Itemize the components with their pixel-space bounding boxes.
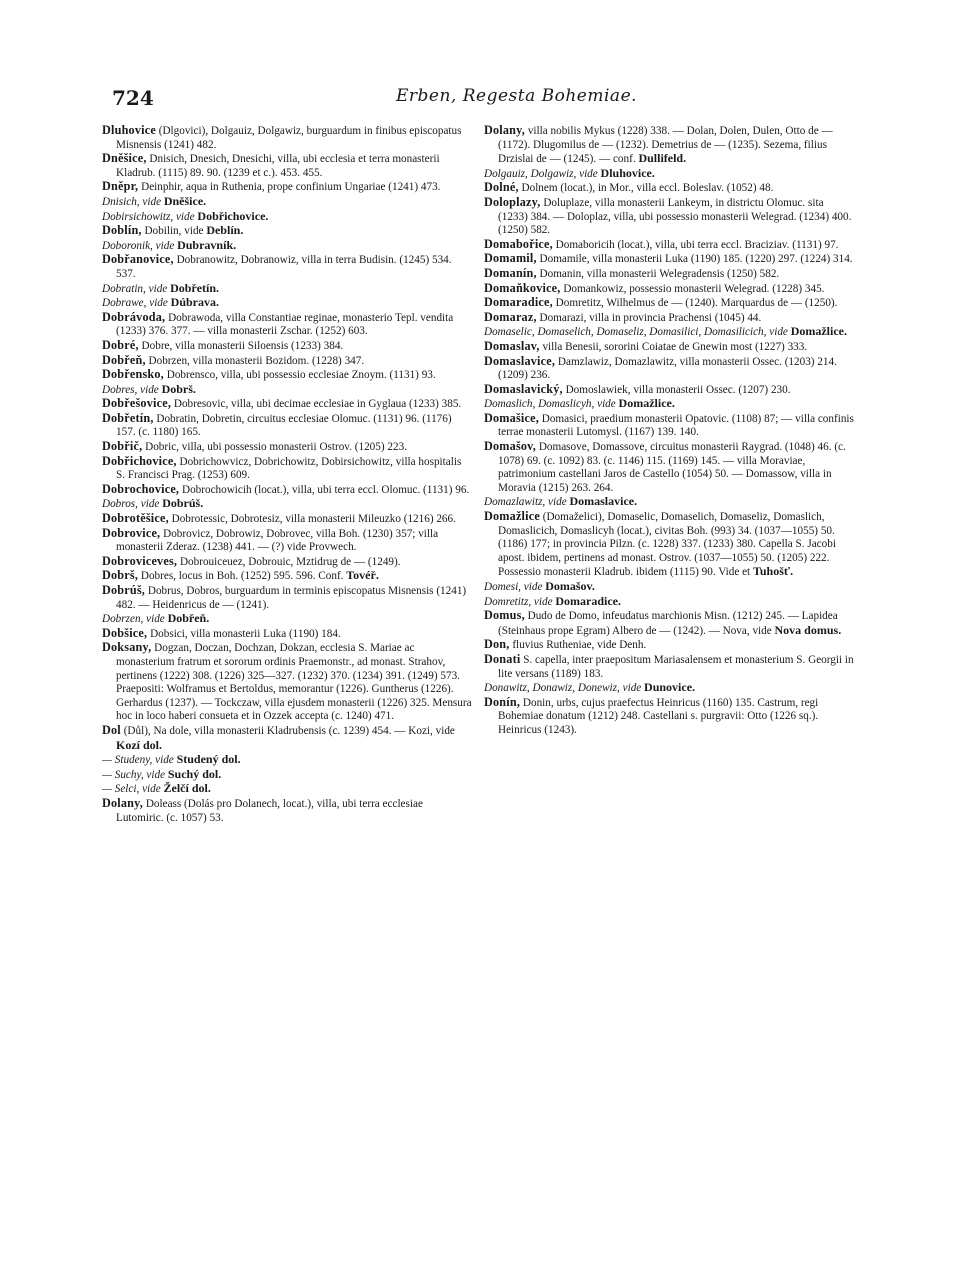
entry-text: villa Benesii, sororini Coiatae de Gnewin most (1227) 333. bbox=[542, 340, 808, 353]
index-entry bbox=[484, 412, 854, 440]
index-entry bbox=[102, 383, 472, 398]
index-entry bbox=[484, 325, 854, 340]
entry-headword: Domaslavický, bbox=[484, 381, 563, 396]
index-entry bbox=[484, 681, 854, 696]
index-entry bbox=[484, 252, 854, 267]
index-entry bbox=[102, 354, 472, 369]
entry-text: Dobrichowvicz, Dobrichowitz, Dobirsichowitz, villa hospitalis S. Francisci Prag. (1253) 609. bbox=[116, 455, 462, 482]
entry-text: Dobirsichowitz, vide bbox=[102, 210, 195, 223]
entry-text: Dobres, locus in Boh. (1252) 595. 596. Conf. bbox=[140, 570, 344, 583]
entry-text: Dobric, villa, ubi possessio monasterii Ostrov. (1205) 223. bbox=[145, 441, 407, 454]
entry-text: Dogzan, Doczan, Dochzan, Dokzan, ecclesia S. Mariae ac monasterium fratrum et sororum ordinis Praemonstr., ad monast. Strahov, pertinens (1222) 308. (1226) 325—327. (1232) 370. (1234) 391. (1249) 573. Praepositi: Wolframus et Bertoldus, memorantur (1226). Guntherus (1226). Gerhardus (1237). — Tockczaw, villa ejusdem monasterii (1226) 325. Mensura hoc in loco haberi consueta et in Ozzek accepta (c. 1240) 471. bbox=[116, 642, 472, 723]
entry-headword: Dobřanovice, bbox=[102, 252, 174, 267]
index-entry bbox=[102, 497, 472, 512]
index-entry bbox=[484, 609, 854, 638]
index-entry bbox=[484, 355, 854, 383]
page-number: 724 bbox=[112, 86, 154, 110]
entry-headword: Domaradice, bbox=[484, 295, 553, 310]
entry-cross-reference: Želčí dol. bbox=[163, 781, 211, 796]
entry-text: Dobratin, vide bbox=[102, 282, 168, 295]
entry-cross-reference: Dluhovice. bbox=[600, 165, 655, 180]
index-entry bbox=[102, 180, 472, 195]
index-entry bbox=[484, 181, 854, 196]
entry-text: — Selci, vide bbox=[102, 783, 161, 796]
index-entry bbox=[102, 641, 472, 724]
entry-headword: Domašov, bbox=[484, 439, 537, 454]
index-entry bbox=[102, 527, 472, 555]
index-entry bbox=[102, 195, 472, 210]
index-entry bbox=[484, 167, 854, 182]
entry-headword: Dobřeň, bbox=[102, 352, 146, 367]
index-entry bbox=[484, 696, 854, 738]
running-title: Erben, Regesta Bohemiae. bbox=[396, 86, 638, 106]
entry-headword: Dobroviceves, bbox=[102, 553, 178, 568]
index-entry bbox=[102, 724, 472, 753]
entry-headword: Dobřešovice, bbox=[102, 396, 172, 411]
entry-cross-reference: Dněšice. bbox=[163, 193, 207, 208]
entry-text: Dobre, villa monasterii Siloensis (1233) 384. bbox=[141, 339, 344, 352]
index-entry bbox=[484, 267, 854, 282]
entry-cross-reference: Domaslavice. bbox=[569, 494, 638, 509]
entry-text: villa nobilis Mykus (1228) 338. — Dolan, Dolen, Dulen, Otto de — (1172). Dlugomilus de — (1232). Demetrius de — (1235). Sezema, filius Drzislai de — (1245). — conf. bbox=[498, 125, 833, 166]
entry-text: Dobrawoda, villa Constantiae reginae, monasterio Tepl. vendita (1233) 376. 377. — villa monasterii Zschar. (1252) 603. bbox=[116, 311, 454, 338]
index-entry bbox=[102, 512, 472, 527]
index-entry bbox=[484, 495, 854, 510]
index-entry bbox=[102, 224, 472, 239]
entry-cross-reference: Domaradice. bbox=[555, 593, 622, 608]
index-entry bbox=[484, 124, 854, 167]
entry-text: S. capella, inter praepositum Mariasalensem et monasterium S. Georgii in lite versans (1189) 183. bbox=[498, 653, 854, 680]
entry-text: Domarazi, villa in provincia Prachensi (1045) 44. bbox=[539, 311, 762, 324]
entry-cross-reference: Suchý dol. bbox=[167, 766, 222, 781]
entry-headword: Domaslav, bbox=[484, 338, 540, 353]
entry-text: (Dlgovici), Dolgauiz, Dolgawiz, burguardum in finibus episcopatus Misnensis (1241) 482. bbox=[116, 125, 462, 151]
entry-headword: Dobré, bbox=[102, 337, 139, 352]
index-entry bbox=[484, 580, 854, 595]
entry-cross-reference: Nova domus. bbox=[774, 622, 842, 637]
entry-cross-reference: Tovéř. bbox=[346, 568, 379, 583]
entry-headword: Doblín, bbox=[102, 223, 142, 238]
entry-text: Dudo de Domo, infeudatus marchionis Misn. (1212) 245. — Lapidea (Steinhaus prope Egram) Albero de — (1242). — Nova, vide bbox=[498, 610, 838, 637]
entry-text: Dobranowitz, Dobranowiz, villa in terra Budisin. (1245) 534. 537. bbox=[116, 254, 452, 280]
entry-text: (Důl), Na dole, villa monasterii Kladrubensis (c. 1239) 454. — Kozi, vide bbox=[123, 724, 455, 737]
entry-headword: Donati bbox=[484, 651, 521, 666]
index-entry bbox=[102, 627, 472, 642]
entry-cross-reference: Dullifeld. bbox=[638, 151, 687, 166]
index-entry bbox=[484, 196, 854, 238]
entry-text: Donin, urbs, cujus praefectus Heinricus (1160) 135. Castrum, regi Bohemiae donatum (1212) 248. Castellani s. purgravii: Otto (1226 sq.). Heinricus (1243). bbox=[498, 696, 819, 736]
entry-text: Dobresovic, villa, ubi decimae ecclesiae in Gyglaua (1233) 385. bbox=[173, 398, 462, 411]
entry-headword: Dobřetín, bbox=[102, 410, 154, 425]
entry-headword: Dobrovice, bbox=[102, 525, 161, 540]
index-entry bbox=[484, 440, 854, 495]
entry-text: Dobrawe, vide bbox=[102, 297, 168, 310]
entry-text: Dobilin, vide bbox=[144, 225, 204, 238]
index-entry bbox=[102, 455, 472, 483]
entry-text: Domaselic, Domaselich, Domaseliz, Domasilici, Domasilicich, vide bbox=[484, 326, 788, 339]
entry-text: Doleass (Dolás pro Dolanech, locat.), villa, ubi terra ecclesiae Lutomiric. (c. 1057) 53. bbox=[116, 797, 423, 824]
entry-text: Domamile, villa monasterii Luka (1190) 185. (1220) 297. (1224) 314. bbox=[539, 253, 853, 266]
entry-text: Domankowiz, possessio monasterii Welegrad. (1228) 345. bbox=[563, 282, 825, 295]
entry-headword: Dobřič, bbox=[102, 439, 143, 454]
index-entry bbox=[102, 412, 472, 440]
entry-headword: Donín, bbox=[484, 694, 521, 709]
entry-text: Doluplaze, villa monasterii Lankeym, in districtu Olomuc. sita (1233) 384. — Doloplaz, villa, ubi possessio monasterii Welegrad. (1234) 400. (1250) 582. bbox=[498, 196, 852, 237]
entry-cross-reference: Studený dol. bbox=[176, 752, 241, 767]
entry-headword: Dobrúš, bbox=[102, 583, 146, 597]
entry-cross-reference: Dobřichovice. bbox=[197, 208, 269, 223]
entry-text: Dobrovicz, Dobrowiz, Dobrovec, villa Boh. (1230) 357; villa monasterii Zderaz. (1238) 441. — (?) vide Provwech. bbox=[116, 527, 439, 554]
page-header bbox=[96, 86, 864, 112]
entry-text: Dobrensco, villa, ubi possessio ecclesiae Znoym. (1131) 93. bbox=[166, 369, 436, 382]
entry-text: Domoslawiek, villa monasterii Ossec. (1207) 230. bbox=[565, 383, 791, 396]
entry-text: Dolgauiz, Dolgawiz, vide bbox=[484, 167, 598, 180]
entry-headword: Dobřensko, bbox=[102, 367, 164, 382]
entry-cross-reference: Dúbrava. bbox=[170, 295, 220, 310]
entry-text: Domretitz, Wilhelmus de — (1240). Marquardus de — (1250). bbox=[555, 297, 838, 310]
entry-text: Donawitz, Donawiz, Donewiz, vide bbox=[484, 682, 642, 695]
entry-headword: Don, bbox=[484, 637, 510, 652]
entry-headword: Dolné, bbox=[484, 180, 519, 195]
entry-headword: Dluhovice bbox=[102, 123, 156, 137]
entry-text: Dobrochowicih (locat.), villa, ubi terra eccl. Olomuc. (1131) 96. bbox=[181, 483, 470, 496]
entry-text: Dobros, vide bbox=[102, 498, 160, 511]
entry-text: Domasici, praedium monasterii Opatovic. (1108) 87; — villa confinis terrae monasterii Lutomysl. (1167) 139. 140. bbox=[498, 412, 854, 439]
index-entry bbox=[484, 383, 854, 398]
entry-cross-reference: Deblín. bbox=[206, 223, 244, 238]
index-entry bbox=[484, 340, 854, 355]
entry-text: Deinphir, aqua in Ruthenia, prope confinium Ungariae (1241) 473. bbox=[141, 181, 441, 194]
index-entry bbox=[102, 555, 472, 570]
entry-text: Domretitz, vide bbox=[484, 595, 553, 608]
left-column bbox=[102, 124, 472, 825]
index-entry bbox=[102, 210, 472, 225]
entry-headword: Dobrávoda, bbox=[102, 309, 166, 324]
entry-cross-reference: Domažlice. bbox=[618, 396, 675, 411]
entry-cross-reference: Domašov. bbox=[545, 579, 595, 593]
entry-headword: Domus, bbox=[484, 608, 525, 623]
entry-headword: Domaňkovice, bbox=[484, 280, 561, 295]
entry-cross-reference: Domažlice. bbox=[790, 324, 847, 339]
entry-text: Domesi, vide bbox=[484, 581, 543, 593]
entry-text: Dobrouiceuez, Dobrouic, Mztidrug de — (1249). bbox=[179, 555, 401, 568]
entry-text: Doboronik, vide bbox=[102, 239, 175, 252]
entry-headword: Dol bbox=[102, 722, 121, 737]
index-entry bbox=[484, 282, 854, 297]
index-entry bbox=[484, 397, 854, 412]
entry-cross-reference: Tuhošť. bbox=[752, 564, 794, 579]
entry-headword: Dněšice, bbox=[102, 151, 147, 166]
entry-headword: Domašice, bbox=[484, 410, 539, 425]
index-entry bbox=[102, 483, 472, 498]
entry-headword: Domaraz, bbox=[484, 309, 537, 324]
entry-text: Dobres, vide bbox=[102, 383, 159, 396]
index-entry bbox=[102, 296, 472, 311]
index-entry bbox=[102, 253, 472, 281]
entry-headword: Domabořice, bbox=[484, 236, 553, 251]
entry-headword: Domažlice bbox=[484, 509, 540, 524]
entry-text: — Suchy, vide bbox=[102, 768, 166, 781]
entry-text: (Domaželici), Domaselic, Domaselich, Domaseliz, Domaslich, Domaslicich, Domaslicyh (locat.), civitas Boh. (993) 34. (1037—1055) 50. (1186) 177; in provincia Pilzn. (c. 1228) 337. (1233) 380. Capella S. Jacobi apost. ibidem, pertinens ad monast. Ostrov. (1037—1055) 50. (1205) 222. Possessio monasterii Kladrub. ibidem (1115) 90. Vide et bbox=[498, 511, 836, 579]
entry-headword: Dobrochovice, bbox=[102, 481, 180, 496]
index-entry bbox=[102, 282, 472, 297]
entry-headword: Domaslavice, bbox=[484, 353, 556, 368]
entry-text: Dobsici, villa monasterii Luka (1190) 184. bbox=[150, 627, 341, 640]
entry-headword: Dobrotěšice, bbox=[102, 511, 169, 526]
entry-headword: Dolany, bbox=[102, 795, 144, 810]
entry-text: fluvius Rutheniae, vide Denh. bbox=[512, 639, 647, 652]
right-column bbox=[484, 124, 854, 738]
index-entry bbox=[102, 339, 472, 354]
entry-cross-reference: Dobřetín. bbox=[170, 280, 220, 295]
entry-text: Dobrzen, villa monasterii Bozidom. (1228) 347. bbox=[148, 354, 365, 367]
index-entry bbox=[102, 753, 472, 768]
index-entry bbox=[102, 782, 472, 797]
index-entry bbox=[484, 296, 854, 311]
entry-cross-reference: Dobrš. bbox=[161, 381, 196, 396]
index-entry bbox=[102, 368, 472, 383]
entry-text: Domaboricih (locat.), villa, ubi terra eccl. Braciziav. (1131) 97. bbox=[555, 238, 839, 251]
entry-headword: Dolany, bbox=[484, 123, 526, 137]
entry-text: Dolnem (locat.), in Mor., villa eccl. Boleslav. (1052) 48. bbox=[521, 182, 774, 195]
index-entry bbox=[102, 797, 472, 825]
entry-headword: Domanín, bbox=[484, 265, 537, 280]
entry-cross-reference: Kozí dol. bbox=[116, 737, 163, 752]
entry-text: Domazlawitz, vide bbox=[484, 496, 567, 509]
index-entry bbox=[484, 510, 854, 580]
entry-cross-reference: Dunovice. bbox=[644, 680, 696, 695]
index-entry bbox=[102, 584, 472, 612]
entry-text: Domasove, Domassove, circuitus monasterii Raygrad. (1048) 46. (c. 1078) 69. (c. 1092) 83. (c. 1146) 115. (1169) 145. — villa Moraviae, patrimonium castellani Jaros de Castello (1054) 50. — Domassow, villa in Moravia (1215) 263. 264. bbox=[498, 441, 846, 494]
entry-cross-reference: Dobrúš. bbox=[162, 496, 204, 511]
index-entry bbox=[102, 152, 472, 180]
entry-text: Dobrzen, vide bbox=[102, 613, 165, 626]
entry-text: Domaslich, Domaslicyh, vide bbox=[484, 398, 616, 411]
entry-cross-reference: Dubravník. bbox=[177, 237, 237, 252]
index-entry bbox=[102, 311, 472, 339]
index-entry bbox=[102, 124, 472, 152]
entry-headword: Dobrš, bbox=[102, 568, 139, 583]
index-entry bbox=[484, 595, 854, 610]
entry-text: Dobrus, Dobros, burguardum in terminis episcopatus Misnensis (1241) 482. — Heidenricus de — (1241). bbox=[116, 585, 467, 611]
index-entry bbox=[484, 311, 854, 326]
entry-headword: Domamil, bbox=[484, 251, 537, 266]
entry-headword: Doksany, bbox=[102, 640, 152, 655]
entry-text: Damzlawiz, Domazlawitz, villa monasterii Ossec. (1203) 214. (1209) 236. bbox=[498, 355, 837, 382]
entry-text: Domanin, villa monasterii Welegradensis (1250) 582. bbox=[539, 267, 780, 280]
entry-headword: Dobřichovice, bbox=[102, 453, 177, 468]
index-entry bbox=[484, 238, 854, 253]
index-entry bbox=[102, 239, 472, 254]
index-entry bbox=[102, 397, 472, 412]
index-entry bbox=[102, 569, 472, 584]
entry-headword: Dobšice, bbox=[102, 625, 148, 640]
entry-text: — Studeny, vide bbox=[102, 754, 174, 767]
index-entry bbox=[484, 653, 854, 681]
entry-text: Dnisich, Dnesich, Dnesichi, villa, ubi ecclesia et terra monasterii Kladrub. (1115) 89. 90. (1239 et c.). 453. 455. bbox=[116, 153, 440, 179]
entry-headword: Doloplazy, bbox=[484, 194, 541, 209]
entry-text: Dobrotessic, Dobrotesiz, villa monasterii Mileuzko (1216) 266. bbox=[171, 513, 456, 526]
index-entry bbox=[484, 638, 854, 653]
entry-text: Dobratin, Dobretin, circuitus ecclesiae Olomuc. (1131) 96. (1176) 157. (c. 1180) 165. bbox=[116, 412, 452, 439]
entry-headword: Dněpr, bbox=[102, 179, 139, 194]
index-entry bbox=[102, 612, 472, 627]
entry-text: Dnisich, vide bbox=[102, 195, 162, 208]
entry-cross-reference: Dobřeň. bbox=[167, 611, 210, 626]
index-entry bbox=[102, 440, 472, 455]
index-entry bbox=[102, 768, 472, 783]
